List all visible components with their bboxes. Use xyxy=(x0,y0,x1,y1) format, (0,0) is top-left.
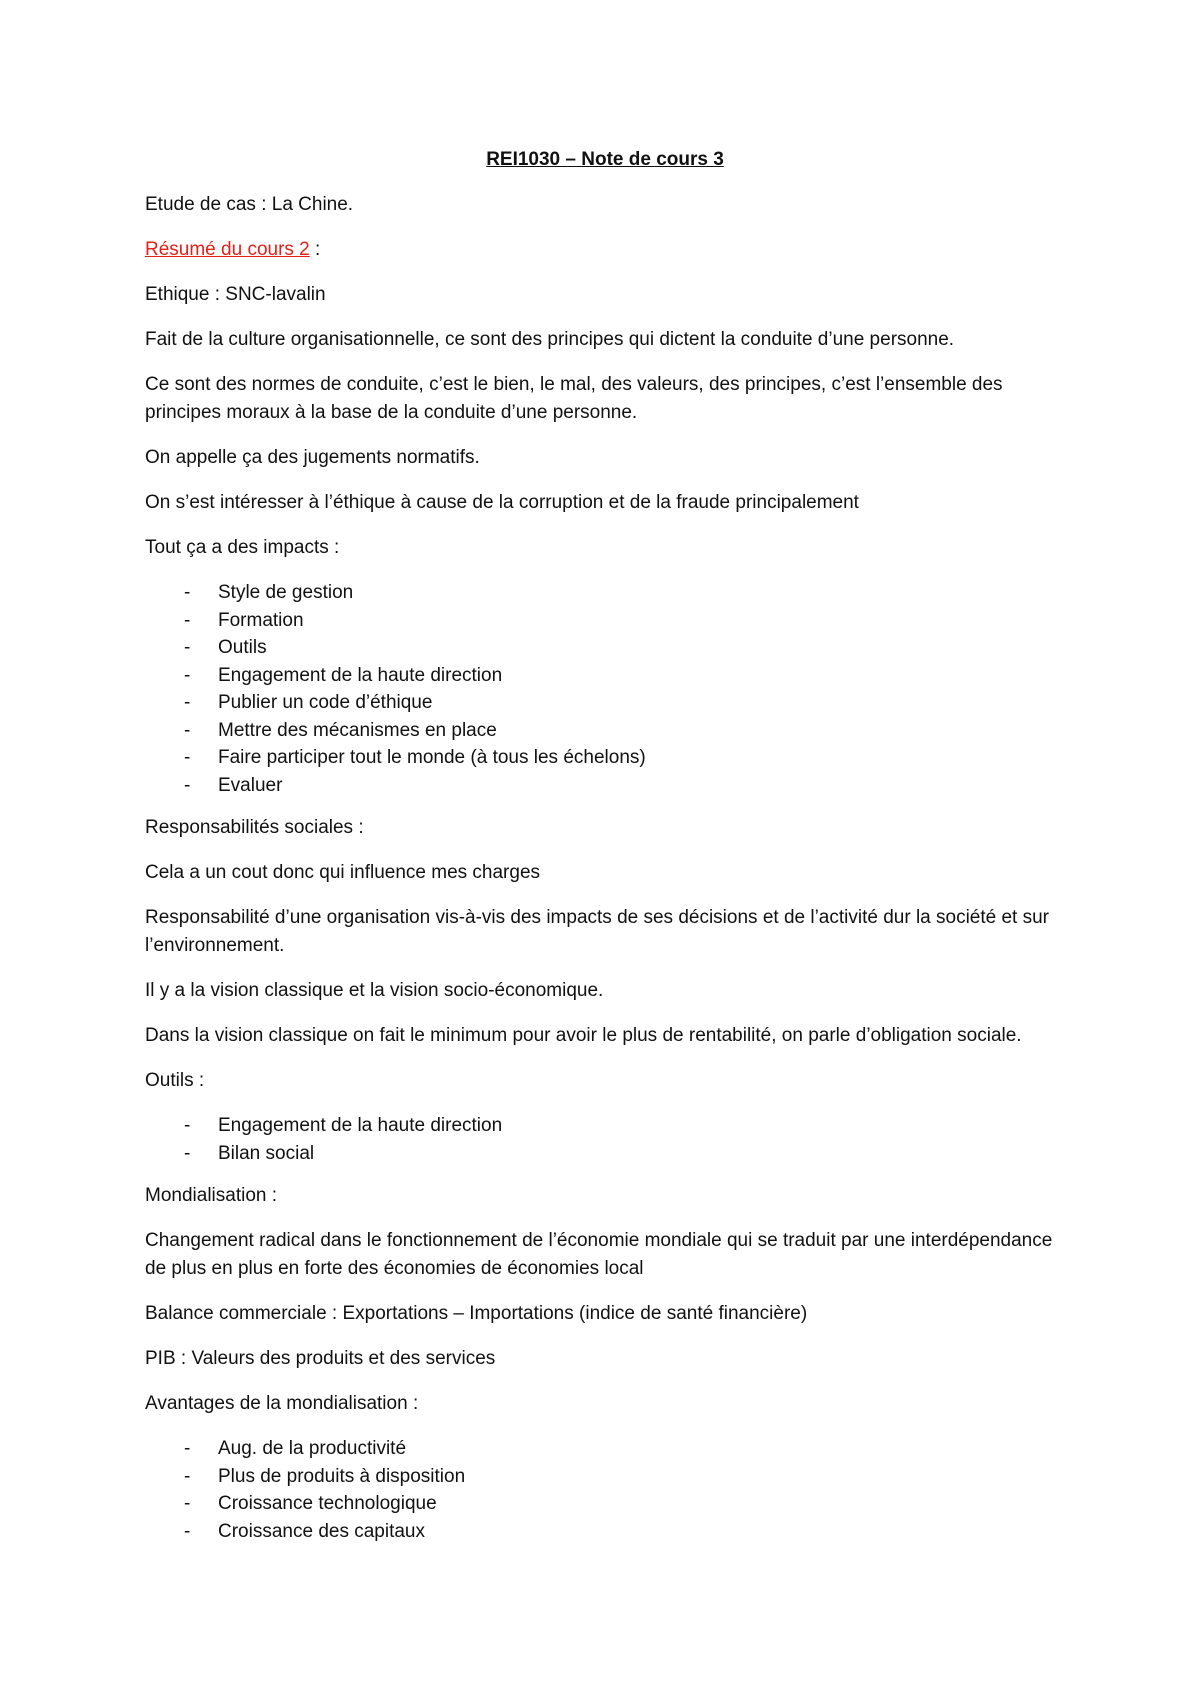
advantages-heading: Avantages de la mondialisation : xyxy=(145,1393,419,1414)
social-responsibility-paragraph-4: Dans la vision classique on fait le minimum pour avoir le plus de rentabilité, on parle d’obligation sociale. xyxy=(145,1025,1022,1046)
summary-heading: Résumé du cours 2 xyxy=(145,239,310,260)
document-body xyxy=(145,146,1065,1560)
list-item-text: Style de gestion xyxy=(218,582,354,603)
dash-marker: - xyxy=(184,719,191,741)
ethics-paragraph-4: On s’est intéresser à l’éthique à cause de la corruption et de la fraude principalement xyxy=(145,492,859,513)
dash-marker: - xyxy=(184,582,191,603)
social-responsibility-paragraph-3: Il y a la vision classique et la vision socio-économique. xyxy=(145,980,604,1001)
list-item-text: Aug. de la productivité xyxy=(218,1438,407,1459)
dash-marker: - xyxy=(184,1142,191,1164)
ethics-label: Ethique : SNC-lavalin xyxy=(145,284,326,305)
list-item xyxy=(145,579,1065,607)
globalization-paragraph-2: Balance commerciale : Exportations – Importations (indice de santé financière) xyxy=(145,1303,808,1324)
list-item-text: Bilan social xyxy=(218,1142,315,1164)
list-item-text: Mettre des mécanismes en place xyxy=(218,719,497,741)
dash-marker: - xyxy=(184,692,191,713)
list-item xyxy=(145,1112,1065,1140)
dash-marker: - xyxy=(184,637,191,658)
list-item-text: Publier un code d’éthique xyxy=(218,692,433,713)
summary-heading-line xyxy=(145,236,1065,264)
dash-marker: - xyxy=(184,609,191,631)
list-item xyxy=(145,662,1065,690)
case-study-line: Etude de cas : La Chine. xyxy=(145,194,354,215)
list-item-text: Evaluer xyxy=(218,774,283,796)
list-item xyxy=(145,689,1065,717)
list-item-text: Outils xyxy=(218,637,267,658)
list-item xyxy=(145,607,1065,635)
dash-marker: - xyxy=(184,747,191,768)
tools-list xyxy=(145,1112,1065,1167)
globalization-heading: Mondialisation : xyxy=(145,1185,278,1206)
globalization-paragraph-3: PIB : Valeurs des produits et des services xyxy=(145,1348,496,1369)
list-item xyxy=(145,717,1065,745)
dash-marker: - xyxy=(184,664,191,686)
tools-heading: Outils : xyxy=(145,1070,205,1091)
social-responsibility-heading: Responsabilités sociales : xyxy=(145,817,364,838)
dash-marker: - xyxy=(184,774,191,796)
list-item xyxy=(145,1140,1065,1168)
advantages-list xyxy=(145,1435,1065,1545)
dash-marker: - xyxy=(184,1493,191,1514)
list-item xyxy=(145,1490,1065,1518)
list-item xyxy=(145,744,1065,772)
ethics-paragraph-2: Ce sont des normes de conduite, c’est le bien, le mal, des valeurs, des principes, c’est l’ensemble des principes moraux à la base de la conduite d’une personne. xyxy=(145,374,1003,423)
dash-marker: - xyxy=(184,1115,191,1136)
dash-marker: - xyxy=(184,1438,191,1459)
impacts-list xyxy=(145,579,1065,799)
list-item xyxy=(145,1518,1065,1546)
social-responsibility-paragraph-1: Cela a un cout donc qui influence mes charges xyxy=(145,862,541,883)
list-item xyxy=(145,772,1065,800)
list-item-text: Engagement de la haute direction xyxy=(218,664,503,686)
list-item-text: Formation xyxy=(218,609,304,631)
dash-marker: - xyxy=(184,1465,191,1487)
list-item-text: Faire participer tout le monde (à tous les échelons) xyxy=(218,747,646,768)
list-item xyxy=(145,1463,1065,1491)
list-item xyxy=(145,1435,1065,1463)
list-item-text: Croissance des capitaux xyxy=(218,1520,425,1542)
list-item-text: Croissance technologique xyxy=(218,1493,437,1514)
globalization-paragraph-1: Changement radical dans le fonctionnement de l’économie mondiale qui se traduit par une interdépendance de plus en plus en forte des économies de économies local xyxy=(145,1230,1053,1279)
document-title: REI1030 – Note de cours 3 xyxy=(486,149,724,170)
list-item-text: Plus de produits à disposition xyxy=(218,1465,466,1487)
list-item-text: Engagement de la haute direction xyxy=(218,1115,503,1136)
ethics-paragraph-1: Fait de la culture organisationnelle, ce sont des principes qui dictent la conduite d’une personne. xyxy=(145,329,955,350)
ethics-paragraph-3: On appelle ça des jugements normatifs. xyxy=(145,447,480,468)
list-item xyxy=(145,634,1065,662)
dash-marker: - xyxy=(184,1520,191,1542)
summary-heading-suffix: : xyxy=(309,239,321,260)
social-responsibility-paragraph-2: Responsabilité d’une organisation vis-à-vis des impacts de ses décisions et de l’activité dur la société et sur l’environnement. xyxy=(145,907,1050,956)
impacts-heading: Tout ça a des impacts : xyxy=(145,537,340,558)
